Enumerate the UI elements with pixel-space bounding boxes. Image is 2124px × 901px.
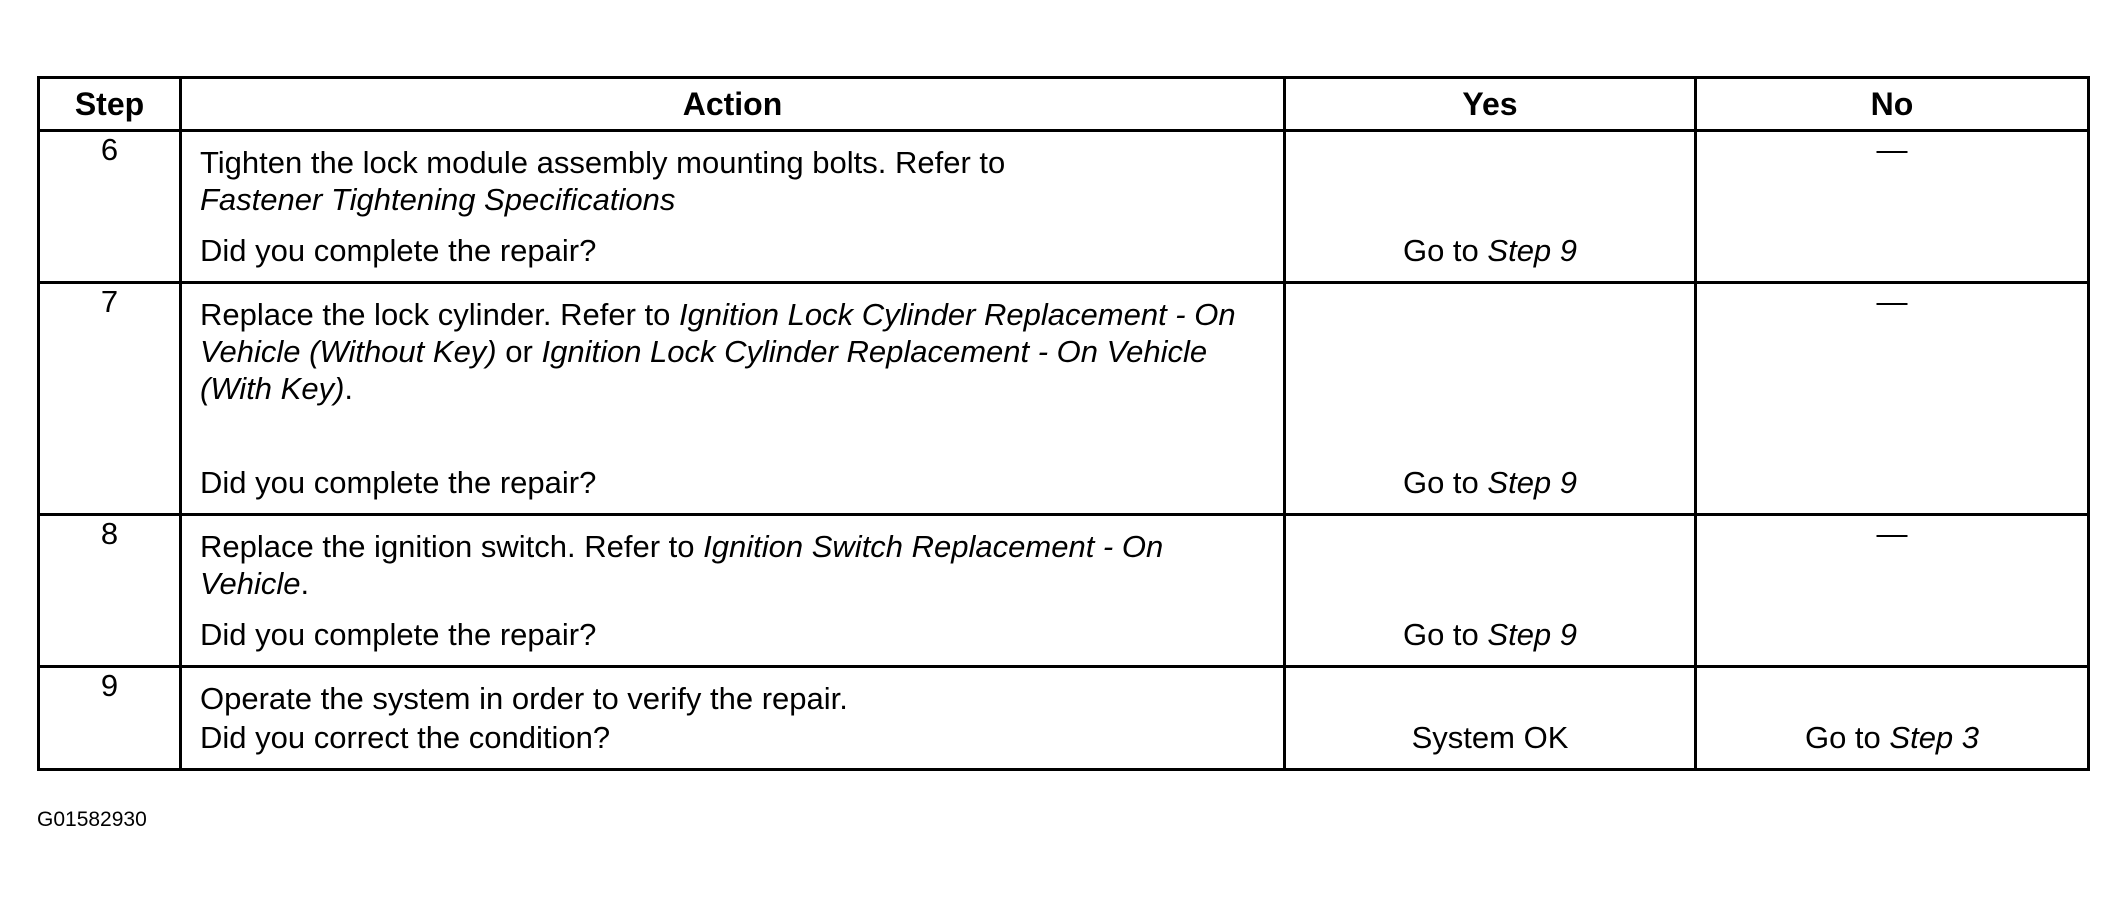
no-cell: — <box>1696 283 2089 515</box>
instruction-text: Tighten the lock module assembly mounting bolts. Refer to <box>200 145 1006 180</box>
yes-cell <box>1285 283 1696 515</box>
diagnostic-table <box>37 76 2090 771</box>
step-number: 7 <box>39 283 181 515</box>
procedure-reference: Ignition Lock Cylinder Replacement - On Vehicle (With Key) <box>200 334 1208 406</box>
action-question: Did you correct the condition? <box>200 720 611 755</box>
action-instruction <box>182 516 1283 602</box>
instruction-text: Operate the system in order to verify the repair. <box>200 681 848 716</box>
header-step: Step <box>39 78 181 131</box>
yes-prefix: Go to <box>1402 465 1479 500</box>
no-cell: — <box>1696 131 2089 283</box>
table-header-row <box>39 78 2089 131</box>
diagnostic-document <box>37 76 2087 771</box>
instruction-text: . <box>344 371 354 406</box>
step-reference: Step 9 <box>1487 233 1578 268</box>
action-question: Did you complete the repair? <box>200 233 597 268</box>
yes-prefix: Go to <box>1402 617 1479 652</box>
action-cell <box>181 515 1285 667</box>
instruction-text: or <box>505 334 533 369</box>
no-cell <box>1696 667 2089 770</box>
yes-cell <box>1285 667 1696 770</box>
yes-prefix: Go to <box>1402 233 1479 268</box>
yes-result: System OK <box>1411 720 1569 755</box>
step-number: 6 <box>39 131 181 283</box>
instruction-text: . <box>300 566 310 601</box>
instruction-text: Replace the ignition switch. Refer to <box>200 529 695 564</box>
procedure-reference: Ignition Lock Cylinder Replacement - On Vehicle (Without Key) <box>200 297 1236 369</box>
procedure-reference: Fastener Tightening Specifications <box>200 182 676 217</box>
header-action: Action <box>181 78 1285 131</box>
no-prefix: Go to <box>1804 720 1881 755</box>
action-cell <box>181 667 1285 770</box>
action-instruction <box>182 132 1283 218</box>
table-row <box>39 515 2089 667</box>
yes-result <box>1286 233 1694 269</box>
no-cell: — <box>1696 515 2089 667</box>
action-question: Did you complete the repair? <box>200 617 597 652</box>
table-row <box>39 667 2089 770</box>
action-question: Did you complete the repair? <box>200 465 597 500</box>
yes-result <box>1286 617 1694 653</box>
action-instruction <box>182 284 1283 407</box>
no-result <box>1697 720 2087 756</box>
figure-id: G01582930 <box>37 808 147 831</box>
table-row <box>39 131 2089 283</box>
instruction-text: Replace the lock cylinder. Refer to <box>200 297 671 332</box>
yes-cell <box>1285 515 1696 667</box>
header-no: No <box>1696 78 2089 131</box>
step-reference: Step 9 <box>1487 465 1578 500</box>
yes-result <box>1286 465 1694 501</box>
header-yes: Yes <box>1285 78 1696 131</box>
step-number: 8 <box>39 515 181 667</box>
yes-cell <box>1285 131 1696 283</box>
procedure-reference: Ignition Switch Replacement - On Vehicle <box>200 529 1164 601</box>
table-row <box>39 283 2089 515</box>
action-instruction <box>182 668 1283 717</box>
action-cell <box>181 131 1285 283</box>
step-reference: Step 3 <box>1889 720 1980 755</box>
step-reference: Step 9 <box>1487 617 1578 652</box>
action-cell <box>181 283 1285 515</box>
step-number: 9 <box>39 667 181 770</box>
